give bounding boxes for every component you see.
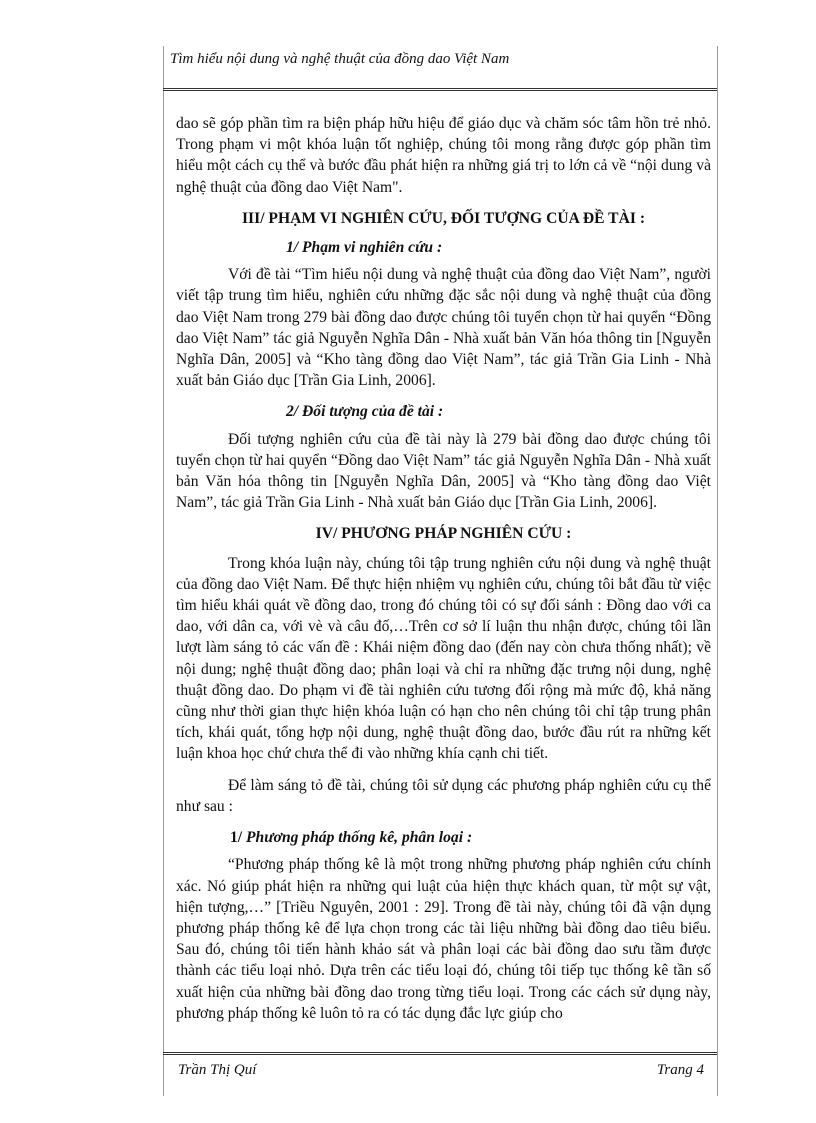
paragraph-scope: Với đề tài “Tìm hiểu nội dung và nghệ thuật của đồng dao Việt Nam”, người viết tập trung tìm hiểu, nghiên cứu những đặc sắc nội dung và nghệ thuật của đồng dao Việt Nam trong 279 bài đồng dao được chúng tôi tuyển chọn từ hai quyển “Đồng dao Việt Nam” tác giả Nguyễn Nghĩa Dân - Nhà xuất bản Văn hóa thông tin [Nguyễn Nghĩa Dân, 2005] và “Kho tàng đồng dao Việt Nam”, tác giả Trần Gia Linh - Nhà xuất bản Giáo dục [Trần Gia Linh, 2006]. bbox=[176, 266, 711, 390]
subheading-scope: 1/ Phạm vi nghiên cứu : bbox=[286, 239, 443, 257]
section-heading-methods: IV/ PHƯƠNG PHÁP NGHIÊN CỨU : bbox=[315, 525, 572, 543]
paragraph-methods-intro: Để làm sáng tỏ đề tài, chúng tôi sử dụng các phương pháp nghiên cứu cụ thể như sau : bbox=[176, 776, 711, 815]
footer-page-number: Trang 4 bbox=[656, 1062, 704, 1078]
paragraph-methods: Trong khóa luận này, chúng tôi tập trung nghiên cứu nội dung và nghệ thuật của đồng dao Việt Nam. Để thực hiện nhiệm vụ nghiên cứu, chúng tôi bắt đầu từ việc tìm hiểu khái quát về đồng dao, trong đó chúng tôi có sự đối sánh : Đồng dao với ca dao, với dân ca, với vè và câu đố,…Trên cơ sở lí luận thu nhận được, chúng tôi lần lượt làm sáng tỏ các vấn đề : Khái niệm đồng dao (đến nay còn chưa thống nhất); về nội dung; nghệ thuật đồng dao; phân loại và chỉ ra những đặc trưng nội dung, nghệ thuật đồng dao. Do phạm vi đề tài nghiên cứu tương đối rộng mà mức độ, khả năng cũng như thời gian thực hiện khóa luận có hạn cho nên chúng tôi chỉ tập trung phân tích, khái quát, tổng hợp nội dung, nghệ thuật đồng dao, bước đầu rút ra những kết luận khoa học chứ chưa thể đi vào những khía cạnh chi tiết. bbox=[176, 554, 711, 763]
paragraph-object: Đối tượng nghiên cứu của đề tài này là 279 bài đồng dao được chúng tôi tuyển chọn từ hai quyển “Đồng dao Việt Nam” tác giả Nguyễn Nghĩa Dân - Nhà xuất bản Văn hóa thông tin [Nguyễn Nghĩa Dân, 2005] và “Kho tàng đồng dao Việt Nam”, tác giả Trần Gia Linh - Nhà xuất bản Giáo dục [Trần Gia Linh, 2006]. bbox=[176, 430, 711, 512]
paragraph-statistics: “Phương pháp thống kê là một trong những phương pháp nghiên cứu chính xác. Nó giúp phát hiện ra những qui luật của hiện thực khách quan, từ một sự vật, hiện tượng,…” [Triều Nguyên, 2001 : 29]. Trong đề tài này, chúng tôi đã vận dụng phương pháp thống kê để lựa chọn trong các tài liệu những bài đồng dao tiêu biểu. Sau đó, chúng tôi tiến hành khảo sát và phân loại các bài đồng dao sưu tầm được thành các tiểu loại nhỏ. Dựa trên các tiểu loại đó, chúng tôi tiếp tục thống kê tần số xuất hiện của những bài đồng dao trong từng tiểu loại. Trong các cách sử dụng này, phương pháp thống kê luôn tỏ ra có tác dụng đắc lực giúp cho bbox=[176, 856, 711, 1022]
paragraph-intro-end: dao sẽ góp phần tìm ra biện pháp hữu hiệu để giáo dục và chăm sóc tâm hồn trẻ nhỏ. Trong phạm vi một khóa luận tốt nghiệp, chúng tôi mong rằng được góp phần tìm hiểu một cách cụ thể và bước đầu phát hiện ra những giá trị to lớn cả về “nội dung và nghệ thuật của đồng dao Việt Nam". bbox=[176, 115, 711, 196]
header-divider bbox=[163, 88, 717, 91]
document-body bbox=[176, 113, 711, 1034]
subheading-statistics bbox=[176, 827, 711, 848]
subheading-number: 1/ bbox=[230, 829, 247, 847]
subheading-text: Phương pháp thống kê, phân loại : bbox=[246, 829, 473, 847]
footer-divider bbox=[163, 1052, 717, 1055]
footer-author: Trần Thị Quí bbox=[178, 1062, 257, 1078]
subheading-object: 2/ Đối tượng của đề tài : bbox=[286, 403, 444, 421]
header-title: Tìm hiểu nội dung và nghệ thuật của đồng dao Việt Nam bbox=[170, 51, 510, 67]
section-heading-scope: III/ PHẠM VI NGHIÊN CỨU, ĐỐI TƯỢNG CỦA ĐỀ TÀI : bbox=[241, 209, 646, 227]
